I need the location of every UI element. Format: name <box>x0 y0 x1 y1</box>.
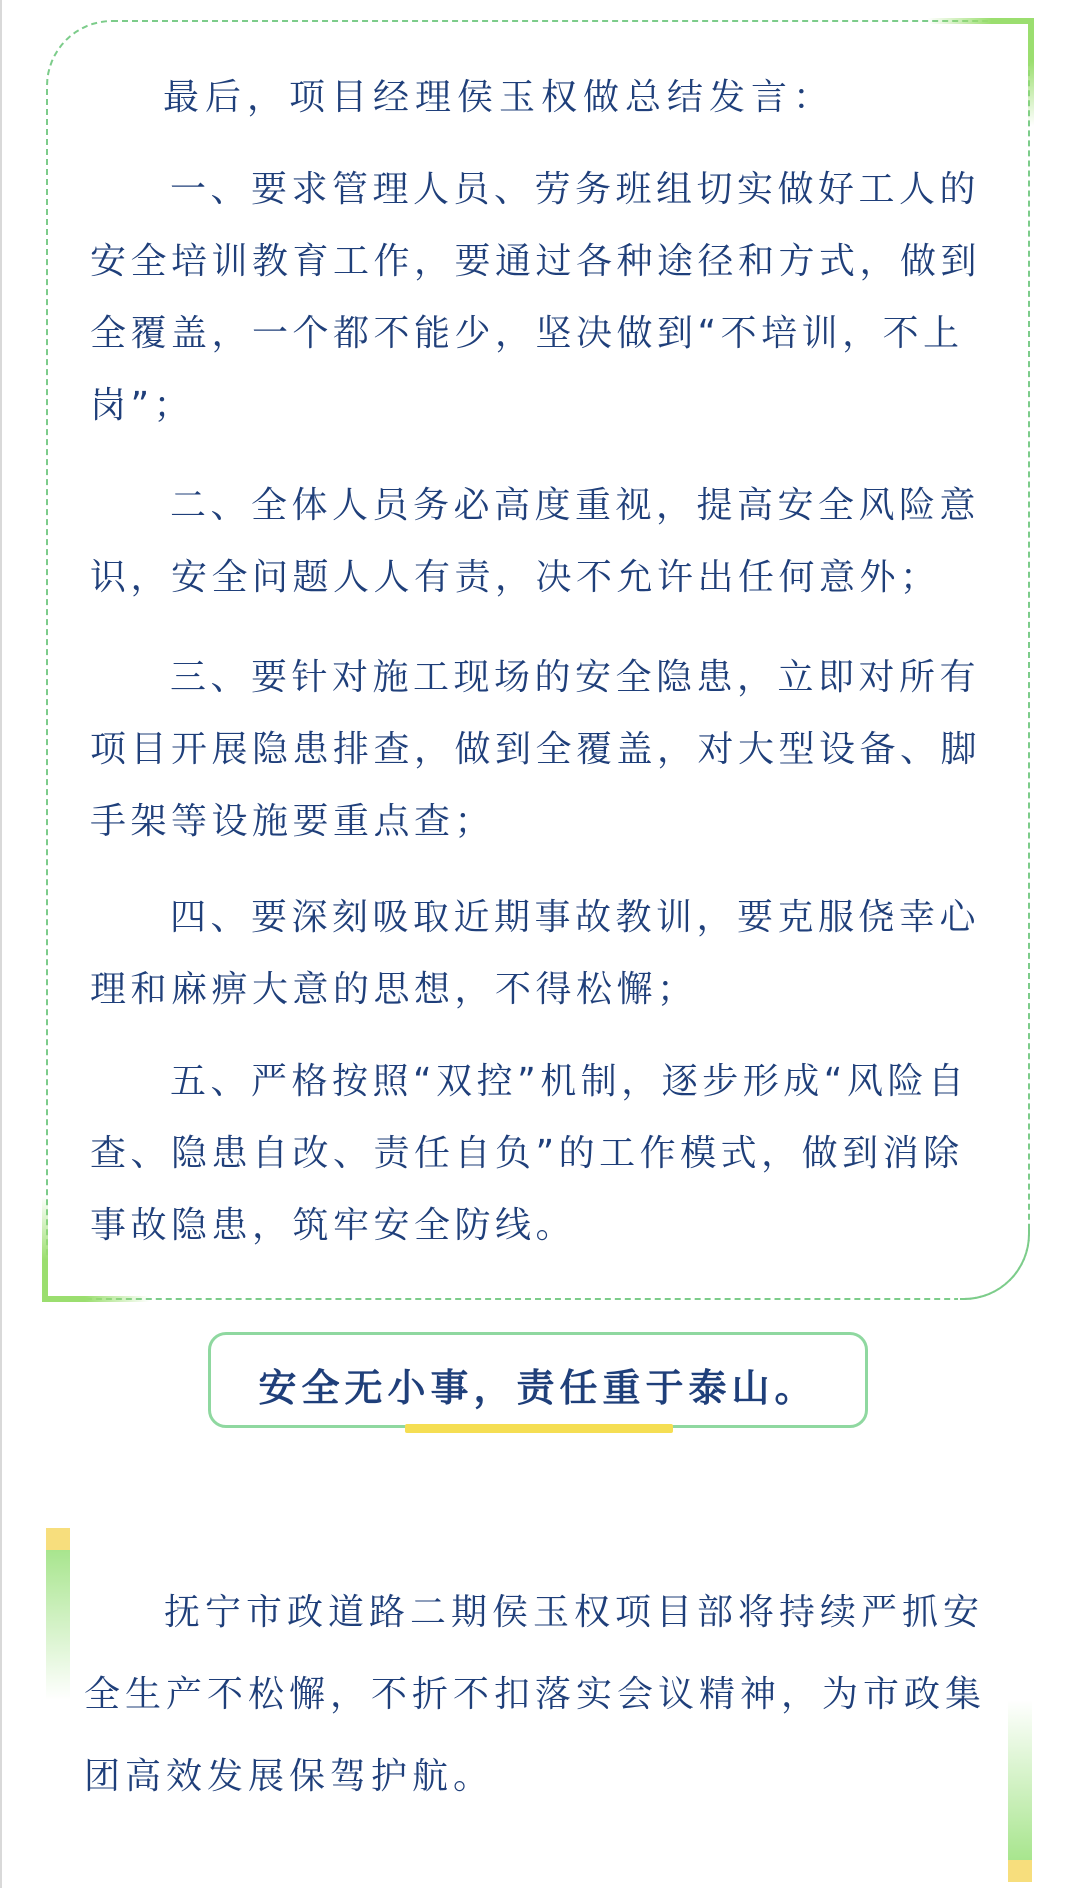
corner-accent-bottom-left-vertical <box>42 1196 48 1302</box>
slogan-text: 安全无小事，责任重于泰山。 <box>258 1366 818 1410</box>
summary-point-3: 三、要针对施工现场的安全隐患，立即对所有项目开展隐患排查，做到全覆盖，对大型设备、脚手架等设施要重点查； <box>90 657 982 842</box>
summary-point-2: 二、全体人员务必高度重视，提高安全风险意识，安全问题人人有责，决不允许出任何意外； <box>90 485 981 598</box>
decor-bar-right-yellow <box>1008 1860 1032 1882</box>
closing-paragraph: 抚宁市政道路二期侯玉权项目部将持续严抓安全生产不松懈，不折不扣落实会议精神，为市政集团高效发展保驾护航。 <box>84 1592 987 1797</box>
decor-bar-left-yellow <box>46 1528 70 1550</box>
page-left-edge <box>0 0 2 1888</box>
summary-intro: 最后，项目经理侯玉权做总结发言： <box>163 77 836 118</box>
summary-point-5: 五、严格按照“双控”机制，逐步形成“风险自查、隐患自改、责任自负”的工作模式，做到消除事故隐患，筑牢安全防线。 <box>90 1061 969 1246</box>
slogan-box <box>208 1332 868 1428</box>
summary-point-4: 四、要深刻吸取近期事故教训，要克服侥幸心理和麻痹大意的思想，不得松懈； <box>90 897 981 1010</box>
slogan-underline <box>405 1424 673 1433</box>
decor-bar-right-green <box>1008 1700 1032 1860</box>
corner-accent-bottom-left <box>42 1296 150 1302</box>
corner-accent-top-right <box>928 18 1034 24</box>
corner-accent-top-right-vertical <box>1028 18 1034 126</box>
decor-bar-left-green <box>46 1550 70 1700</box>
summary-point-1: 一、要求管理人员、劳务班组切实做好工人的安全培训教育工作，要通过各种途径和方式，做到全覆盖，一个都不能少，坚决做到“不培训，不上岗”； <box>90 169 982 426</box>
